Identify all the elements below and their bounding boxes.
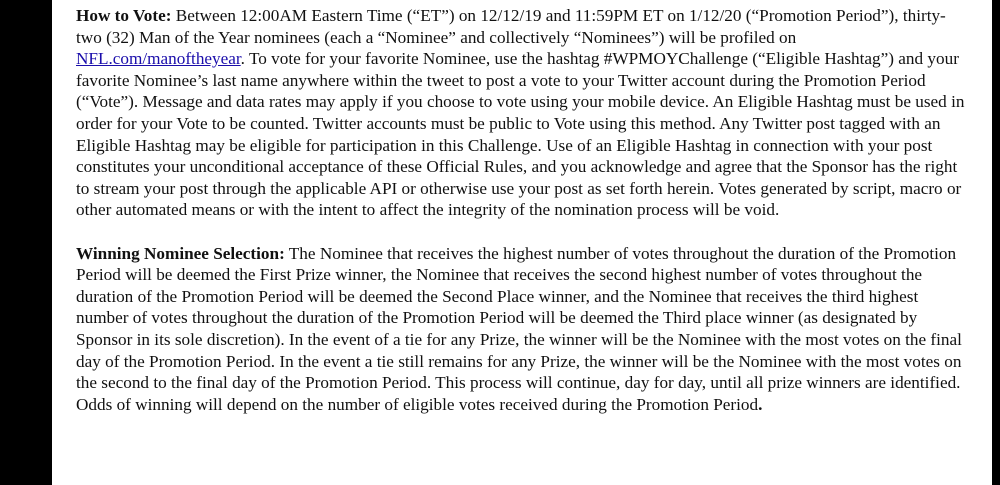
winning-selection-paragraph bbox=[76, 243, 968, 416]
how-to-vote-paragraph bbox=[76, 5, 968, 221]
official-rules-text bbox=[76, 5, 968, 415]
winning-selection-text: The Nominee that receives the highest number of votes throughout the duration of the Promotion Period will be deemed the First Prize winner, the Nominee that receives the second highest number of votes throughout the duration of the Promotion Period will be deemed the Second Place winner, and the Nominee that receives the third highest number of votes throughout the duration of the Promotion Period will be deemed the Third place winner (as designated by Sponsor in its sole discretion). In the event of a tie for any Prize, the winner will be the Nominee with the most votes on the final day of the Promotion Period. In the event a tie still remains for any Prize, the winner will be the Nominee with the most votes on the second to the final day of the Promotion Period. This process will continue, day for day, until all prize winners are identified. Odds of winning will depend on the number of eligible votes received during the Promotion Period bbox=[76, 243, 962, 414]
how-to-vote-text-before-link: Between 12:00AM Eastern Time (“ET”) on 12/12/19 and 11:59PM ET on 1/12/20 (“Promotion Period”), thirty-two (32) Man of the Year nominees (each a “Nominee” and collectively “Nominees”) will be profiled on bbox=[76, 6, 946, 47]
how-to-vote-text-after-link: . To vote for your favorite Nominee, use the hashtag #WPMOYChallenge (“Eligible Hashtag”) and your favorite Nominee’s last name anywhere within the tweet to post a vote to your Twitter account during the Promotion Period (“Vote”). Message and data rates may apply if you choose to vote using your mobile device. An Eligible Hashtag must be used in order for your Vote to be counted. Twitter accounts must be public to Vote using this method. Any Twitter post tagged with an Eligible Hashtag may be eligible for participation in this Challenge. Use of an Eligible Hashtag in connection with your post constitutes your unconditional acceptance of these Official Rules, and you acknowledge and agree that the Sponsor has the right to stream your post through the applicable API or otherwise use your post as set forth herein. Votes generated by script, macro or other automated means or with the intent to affect the integrity of the nomination process will be void. bbox=[76, 49, 965, 220]
document-page bbox=[52, 0, 992, 485]
winning-selection-final-period: . bbox=[758, 394, 763, 414]
nfl-man-of-the-year-link[interactable]: NFL.com/manoftheyear bbox=[76, 49, 241, 69]
winning-selection-heading: Winning Nominee Selection: bbox=[76, 243, 285, 263]
how-to-vote-heading: How to Vote: bbox=[76, 6, 172, 25]
